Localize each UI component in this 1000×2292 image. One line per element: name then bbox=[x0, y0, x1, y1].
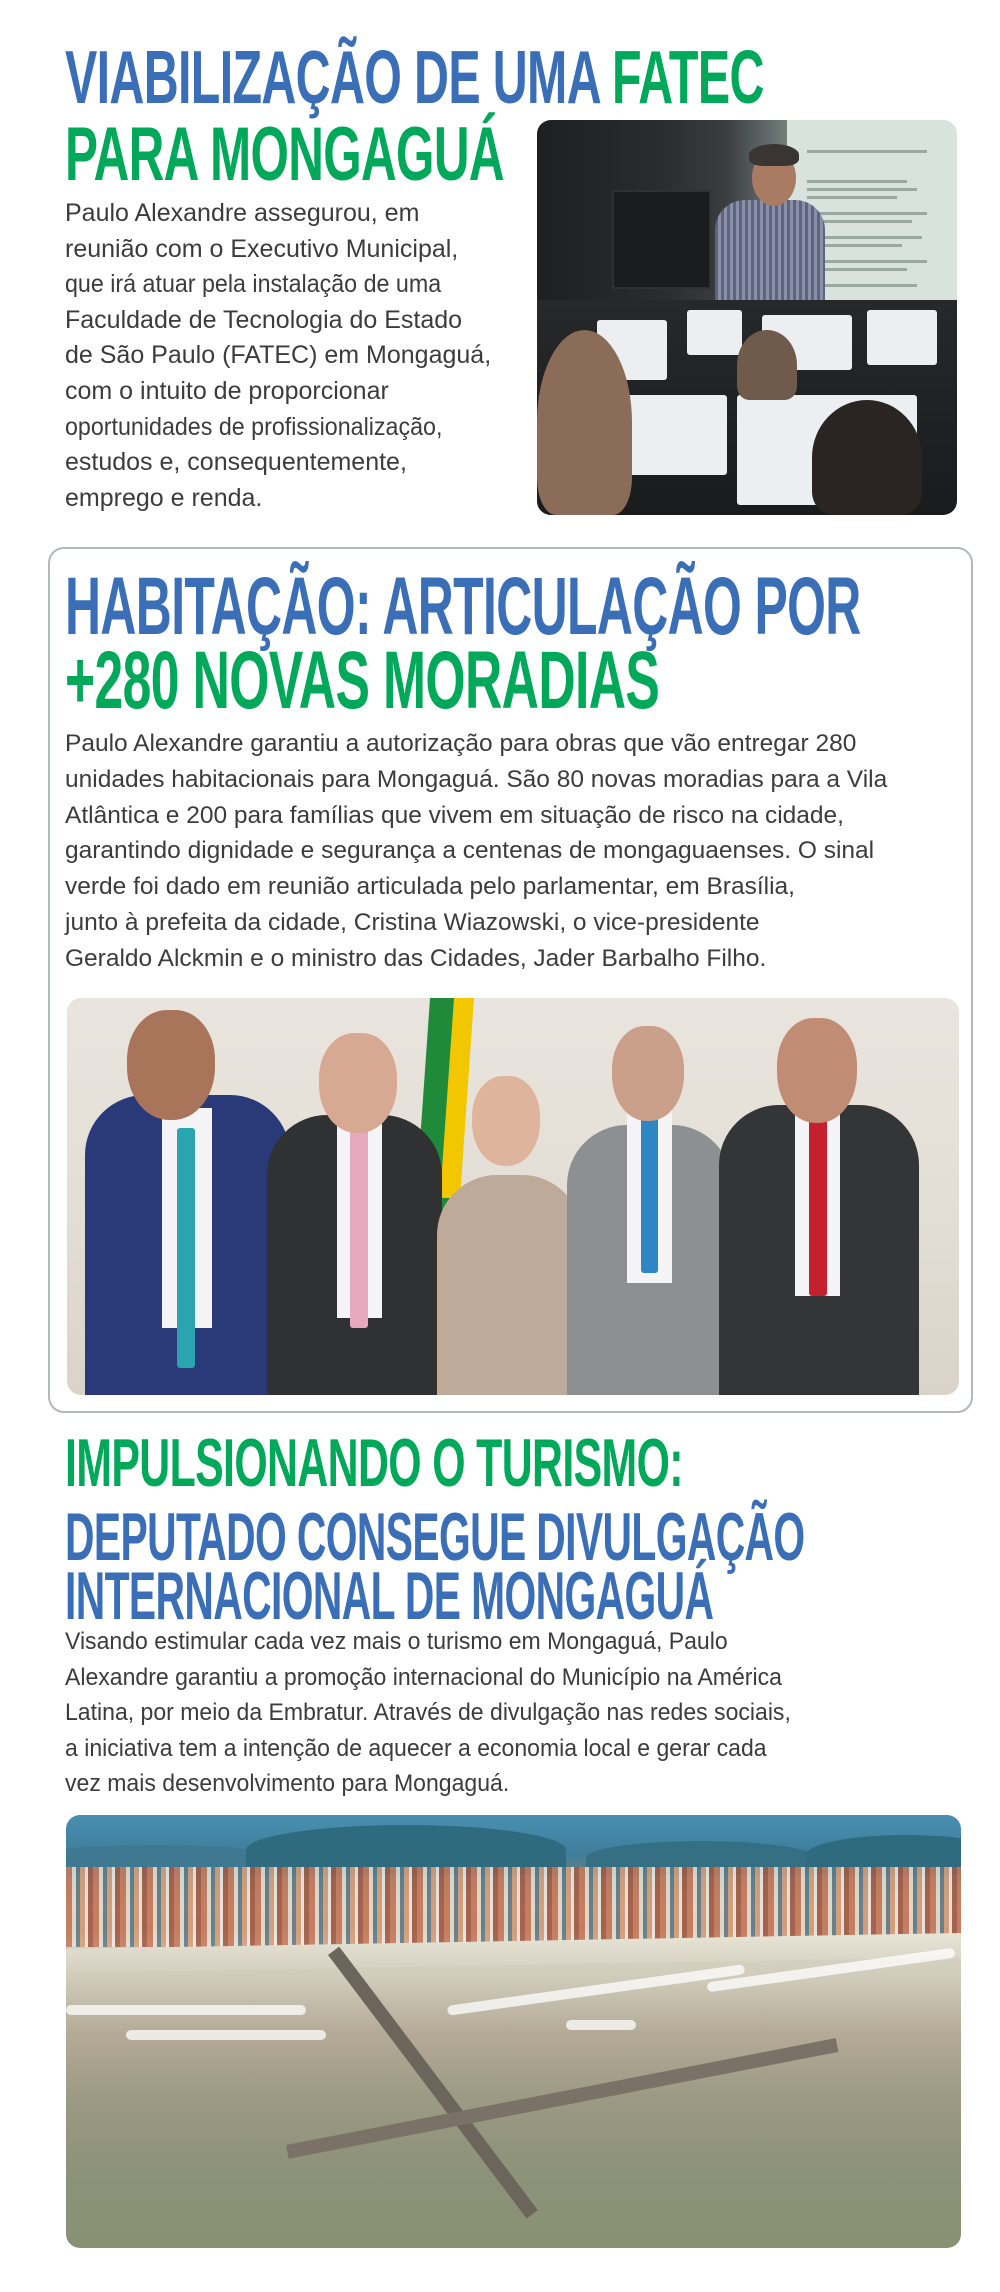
tie bbox=[641, 1113, 658, 1273]
body-line: a iniciativa tem a intenção de aquecer a economia local e gerar cada bbox=[65, 1734, 767, 1762]
surf bbox=[66, 2005, 306, 2015]
body-line: Paulo Alexandre assegurou, em bbox=[65, 199, 420, 227]
group-photo bbox=[67, 998, 959, 1395]
body-line: que irá atuar pela instalação de uma bbox=[65, 270, 442, 299]
fatec-title-green: FATEC bbox=[611, 35, 764, 119]
tie bbox=[177, 1128, 195, 1368]
body-line: de São Paulo (FATEC) em Mongaguá, bbox=[65, 341, 492, 370]
face bbox=[319, 1033, 397, 1133]
person-3 bbox=[437, 1175, 582, 1395]
body-line: emprego e renda. bbox=[65, 483, 263, 512]
student-desks bbox=[537, 300, 957, 515]
body-line: garantindo dignidade e segurança a centenas de mongaguaenses. O sinal bbox=[65, 837, 875, 865]
city bbox=[66, 1867, 961, 1947]
face bbox=[777, 1018, 857, 1123]
beach-aerial-photo bbox=[66, 1815, 961, 2248]
body-line: verde foi dado em reunião articulada pelo parlamentar, em Brasília, bbox=[65, 873, 795, 901]
fatec-title-blue: VIABILIZAÇÃO DE UMA bbox=[65, 35, 600, 119]
fatec-title-line-2: PARA MONGAGUÁ bbox=[65, 112, 504, 197]
monitor bbox=[612, 190, 711, 289]
body-line: Visando estimular cada vez mais o turismo em Mongaguá, Paulo bbox=[65, 1628, 728, 1655]
turismo-title-line-3: INTERNACIONAL DE MONGAGUÁ bbox=[65, 1558, 714, 1634]
surf bbox=[126, 2030, 326, 2040]
fatec-title-line-1 bbox=[65, 35, 764, 119]
body-line: unidades habitacionais para Mongaguá. São 80 novas moradias para a Vila bbox=[65, 765, 888, 793]
habitacao-title-line-1: HABITAÇÃO: ARTICULAÇÃO POR bbox=[65, 561, 861, 652]
surf bbox=[447, 1964, 745, 2016]
face bbox=[612, 1026, 684, 1121]
face bbox=[127, 1010, 215, 1120]
fatec-body bbox=[65, 196, 491, 516]
body-line: Atlântica e 200 para famílias que vivem em situação de risco na cidade, bbox=[65, 801, 844, 829]
habitacao-title-line-2: +280 NOVAS MORADIAS bbox=[65, 635, 660, 726]
fishing-pier bbox=[328, 1947, 538, 2219]
habitacao-body bbox=[65, 726, 887, 977]
body-line: Faculdade de Tecnologia do Estado bbox=[65, 305, 463, 334]
turismo-title-line-1: IMPULSIONANDO O TURISMO: bbox=[65, 1425, 683, 1501]
body-line: Alexandre garantiu a promoção internacional do Município na América bbox=[65, 1663, 782, 1691]
body-line: reunião com o Executivo Municipal, bbox=[65, 234, 459, 263]
body-line: com o intuito de proporcionar bbox=[65, 376, 389, 405]
body-line: oportunidades de profissionalização, bbox=[65, 412, 443, 441]
body-line: Geraldo Alckmin e o ministro das Cidades, Jader Barbalho Filho. bbox=[65, 944, 767, 972]
body-line: estudos e, consequentemente, bbox=[65, 448, 407, 477]
body-line: Paulo Alexandre garantiu a autorização para obras que vão entregar 280 bbox=[65, 730, 857, 757]
tie bbox=[350, 1128, 368, 1328]
classroom-photo bbox=[537, 120, 957, 515]
tie bbox=[809, 1106, 827, 1296]
body-line: junto à prefeita da cidade, Cristina Wiazowski, o vice-presidente bbox=[65, 908, 760, 936]
turismo-title-line-2: DEPUTADO CONSEGUE DIVULGAÇÃO bbox=[65, 1499, 805, 1575]
turismo-body bbox=[65, 1624, 837, 1802]
body-line: vez mais desenvolvimento para Mongaguá. bbox=[65, 1770, 510, 1798]
body-line: Latina, por meio da Embratur. Através de divulgação nas redes sociais, bbox=[65, 1699, 791, 1727]
fishing-pier-crossbar bbox=[286, 2038, 838, 2159]
teacher-hair bbox=[749, 144, 799, 166]
surf bbox=[566, 2020, 636, 2030]
